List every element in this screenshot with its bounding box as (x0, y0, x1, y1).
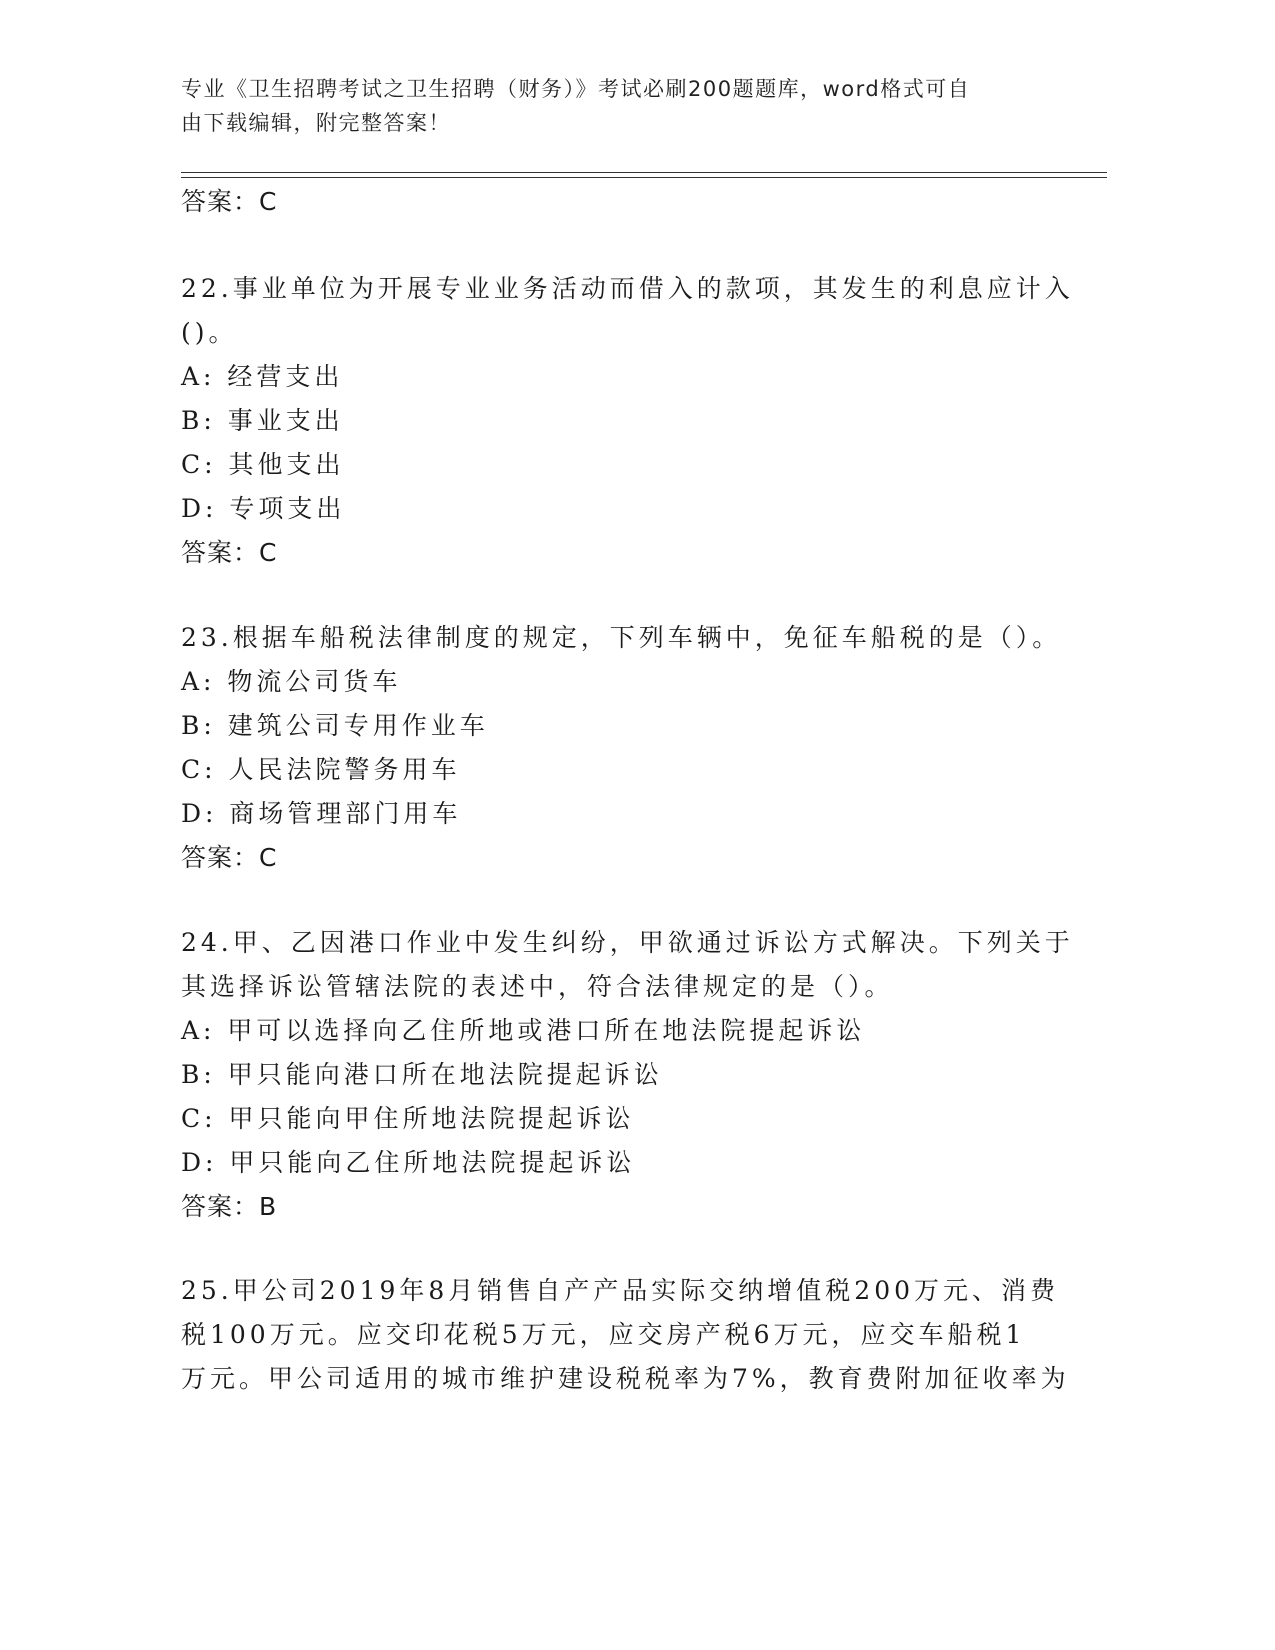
option-a: A: 甲可以选择向乙住所地或港口所在地法院提起诉讼 (181, 1016, 866, 1045)
answer-label: 答案：C (181, 187, 278, 216)
option-a: A: 物流公司货车 (181, 667, 402, 696)
question-23 (181, 616, 1062, 880)
header-line-2: 由下载编辑，附完整答案！ (181, 111, 451, 135)
question-22 (181, 267, 1074, 575)
document-header (181, 72, 1051, 140)
header-divider-top (181, 172, 1107, 173)
question-stem (181, 267, 1074, 355)
answer-label: 答案：B (181, 1192, 278, 1221)
header-line-1: 专业《卫生招聘考试之卫生招聘（财务）》考试必刷200题题库，word格式可自 (181, 77, 971, 101)
option-c: C: 人民法院警务用车 (181, 755, 461, 784)
previous-answer-block (181, 180, 1041, 224)
question-25 (181, 1269, 1070, 1401)
question-stem-line: 税100万元。应交印花税5万元，应交房产税6万元，应交车船税1 (181, 1320, 1026, 1349)
answer-label: 答案：C (181, 843, 278, 872)
question-stem-line: 23.根据车船税法律制度的规定，下列车辆中，免征车船税的是（）。 (181, 623, 1062, 652)
option-c: C: 其他支出 (181, 450, 345, 479)
header-divider-bottom (181, 177, 1107, 178)
question-stem-line: ()。 (181, 318, 238, 347)
option-c: C: 甲只能向甲住所地法院提起诉讼 (181, 1104, 635, 1133)
question-stem (181, 921, 1074, 1009)
question-24 (181, 921, 1074, 1229)
question-stem-line: 24.甲、乙因港口作业中发生纠纷，甲欲通过诉讼方式解决。下列关于 (181, 928, 1074, 957)
option-b: B: 甲只能向港口所在地法院提起诉讼 (181, 1060, 663, 1089)
question-stem-line: 万元。甲公司适用的城市维护建设税税率为7%，教育费附加征收率为 (181, 1364, 1070, 1393)
option-d: D: 甲只能向乙住所地法院提起诉讼 (181, 1148, 636, 1177)
answer-label: 答案：C (181, 538, 278, 567)
option-b: B: 建筑公司专用作业车 (181, 711, 489, 740)
question-stem-line: 22.事业单位为开展专业业务活动而借入的款项，其发生的利息应计入 (181, 274, 1074, 303)
question-stem (181, 616, 1062, 660)
option-d: D: 商场管理部门用车 (181, 799, 462, 828)
question-stem-line: 其选择诉讼管辖法院的表述中，符合法律规定的是（）。 (181, 972, 894, 1001)
question-stem-line: 25.甲公司2019年8月销售自产产品实际交纳增值税200万元、消费 (181, 1276, 1060, 1305)
option-d: D: 专项支出 (181, 494, 346, 523)
option-b: B: 事业支出 (181, 406, 344, 435)
question-stem (181, 1269, 1070, 1401)
option-a: A: 经营支出 (181, 362, 344, 391)
